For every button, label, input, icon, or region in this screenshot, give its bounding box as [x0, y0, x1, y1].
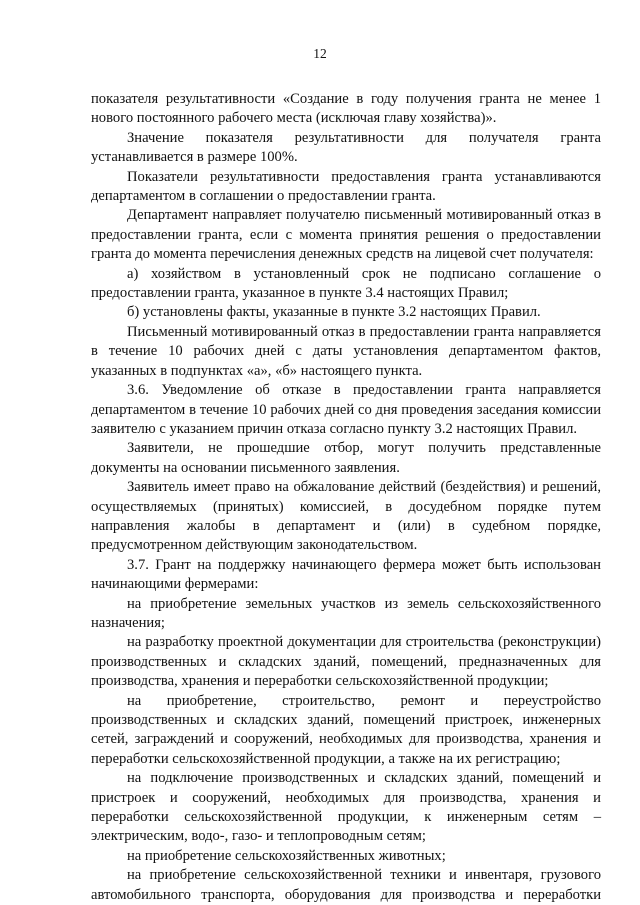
list-item: а) хозяйством в установленный срок не подписано соглашение о предоставлении гранта, указанное в пункте 3.4 настоящих Правил;: [91, 265, 601, 302]
paragraph: Заявитель имеет право на обжалование действий (бездействия) и решений, осуществляемых (принятых) комиссией, в досудебном порядке путем направления жалобы в департамент и (или) в судебном порядке, предусмотренном действующим законодательством.: [91, 479, 601, 554]
document-body: [91, 90, 601, 905]
paragraph: 3.6. Уведомление об отказе в предоставлении гранта направляется департаментом в течение 10 рабочих дней со дня проведения заседания комиссии заявителю с указанием причин отказа согласно пункту 3.2 настоящих Правил.: [91, 382, 601, 437]
list-item: на приобретение, строительство, ремонт и переустройство производственных и складских зданий, помещений пристроек, инженерных сетей, заграждений и сооружений, необходимых для производства, хранения и переработки сельскохозяйственной продукции, а также на их регистрацию;: [91, 692, 601, 767]
list-item: на разработку проектной документации для строительства (реконструкции) производственных и складских зданий, помещений, предназначенных для производства, хранения и переработки сельскохозяйственной продукции;: [91, 634, 601, 690]
page-number: 12: [313, 46, 327, 61]
list-item: на приобретение сельскохозяйственных животных;: [127, 847, 446, 864]
paragraph: Письменный мотивированный отказ в предоставлении гранта направляется в течение 10 рабочих дней с даты установления департаментом фактов, указанных в подпунктах «а», «б» настоящего пункта.: [91, 323, 601, 379]
paragraph: Значение показателя результативности для получателя гранта устанавливается в размере 100%.: [91, 129, 601, 166]
list-item: на подключение производственных и складских зданий, помещений и пристроек и сооружений, необходимых для производства, хранения и переработки сельскохозяйственной продукции, к инженерным сетям – электрическим, водо-, газо- и теплопроводным сетям;: [91, 770, 601, 845]
list-item: на приобретение земельных участков из земель сельскохозяйственного назначения;: [91, 595, 601, 631]
paragraph: Показатели результативности предоставления гранта устанавливаются департаментом в соглашении о предоставлении гранта.: [91, 168, 601, 205]
paragraph: Департамент направляет получателю письменный мотивированный отказ в предоставлении гранта, если с момента принятия решения о предоставлении гранта до момента перечисления денежных средств на лицевой счет получателя:: [91, 207, 601, 263]
paragraph: 3.7. Грант на поддержку начинающего фермера может быть использован начинающими фермерами:: [91, 556, 601, 593]
list-item: б) установлены факты, указанные в пункте 3.2 настоящих Правил.: [127, 304, 541, 321]
list-item: на приобретение сельскохозяйственной техники и инвентаря, грузового автомобильного транспорта, оборудования для производства и переработки: [91, 867, 601, 903]
paragraph: показателя результативности «Создание в году получения гранта не менее 1 нового постоянного рабочего места (исключая главу хозяйства)».: [91, 91, 601, 127]
paragraph: Заявители, не прошедшие отбор, могут получить представленные документы на основании письменного заявления.: [91, 440, 601, 476]
